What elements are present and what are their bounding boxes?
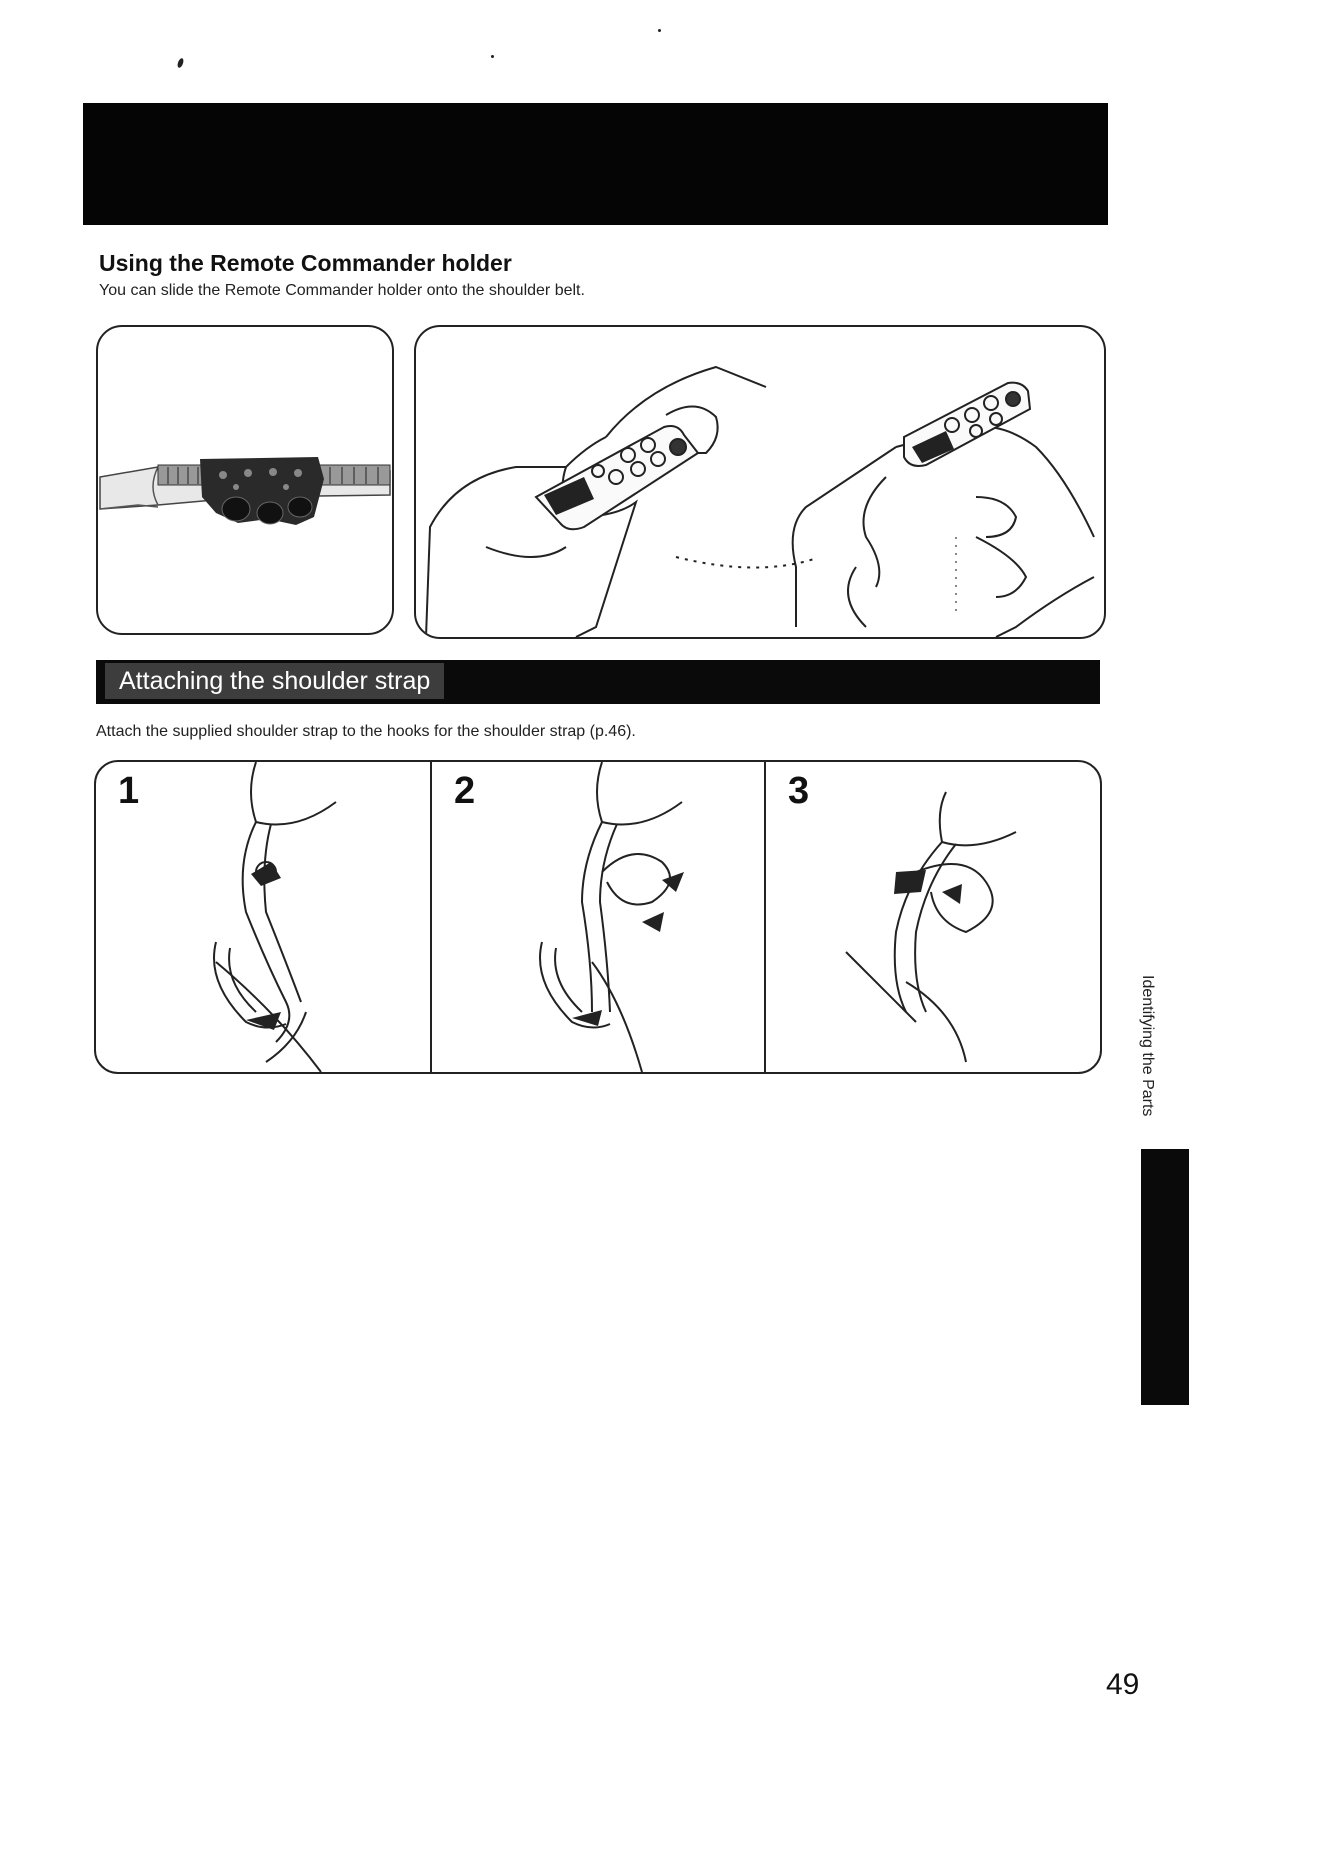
section-header-shoulder-strap: [96, 660, 1100, 704]
strap-step-2: [430, 762, 766, 1072]
scan-speck: [176, 57, 184, 68]
top-banner: [83, 103, 1108, 225]
page-number: 49: [1106, 1668, 1140, 1701]
step-number: 1: [118, 770, 140, 812]
remote-commander-hands-illustration: [414, 325, 1106, 639]
step-number: 3: [788, 770, 810, 812]
section-tab-label: Identifying the Parts: [1139, 975, 1156, 1117]
strap-steps-panel: [94, 760, 1102, 1074]
shoulder-strap-description: Attach the supplied shoulder strap to the hooks for the shoulder strap (p.46).: [96, 723, 636, 740]
scan-speck: [491, 55, 494, 58]
scan-speck: [658, 29, 661, 32]
section-tab-marker: [1141, 1149, 1189, 1405]
remote-holder-description: You can slide the Remote Commander holder onto the shoulder belt.: [99, 282, 585, 299]
step-number: 2: [454, 770, 476, 812]
belt-holder-illustration: [96, 325, 394, 635]
section-title: Attaching the shoulder strap: [105, 663, 444, 699]
remote-holder-heading: Using the Remote Commander holder: [99, 250, 512, 276]
strap-step-3: [764, 762, 1102, 1072]
strap-step-1: [96, 762, 430, 1072]
